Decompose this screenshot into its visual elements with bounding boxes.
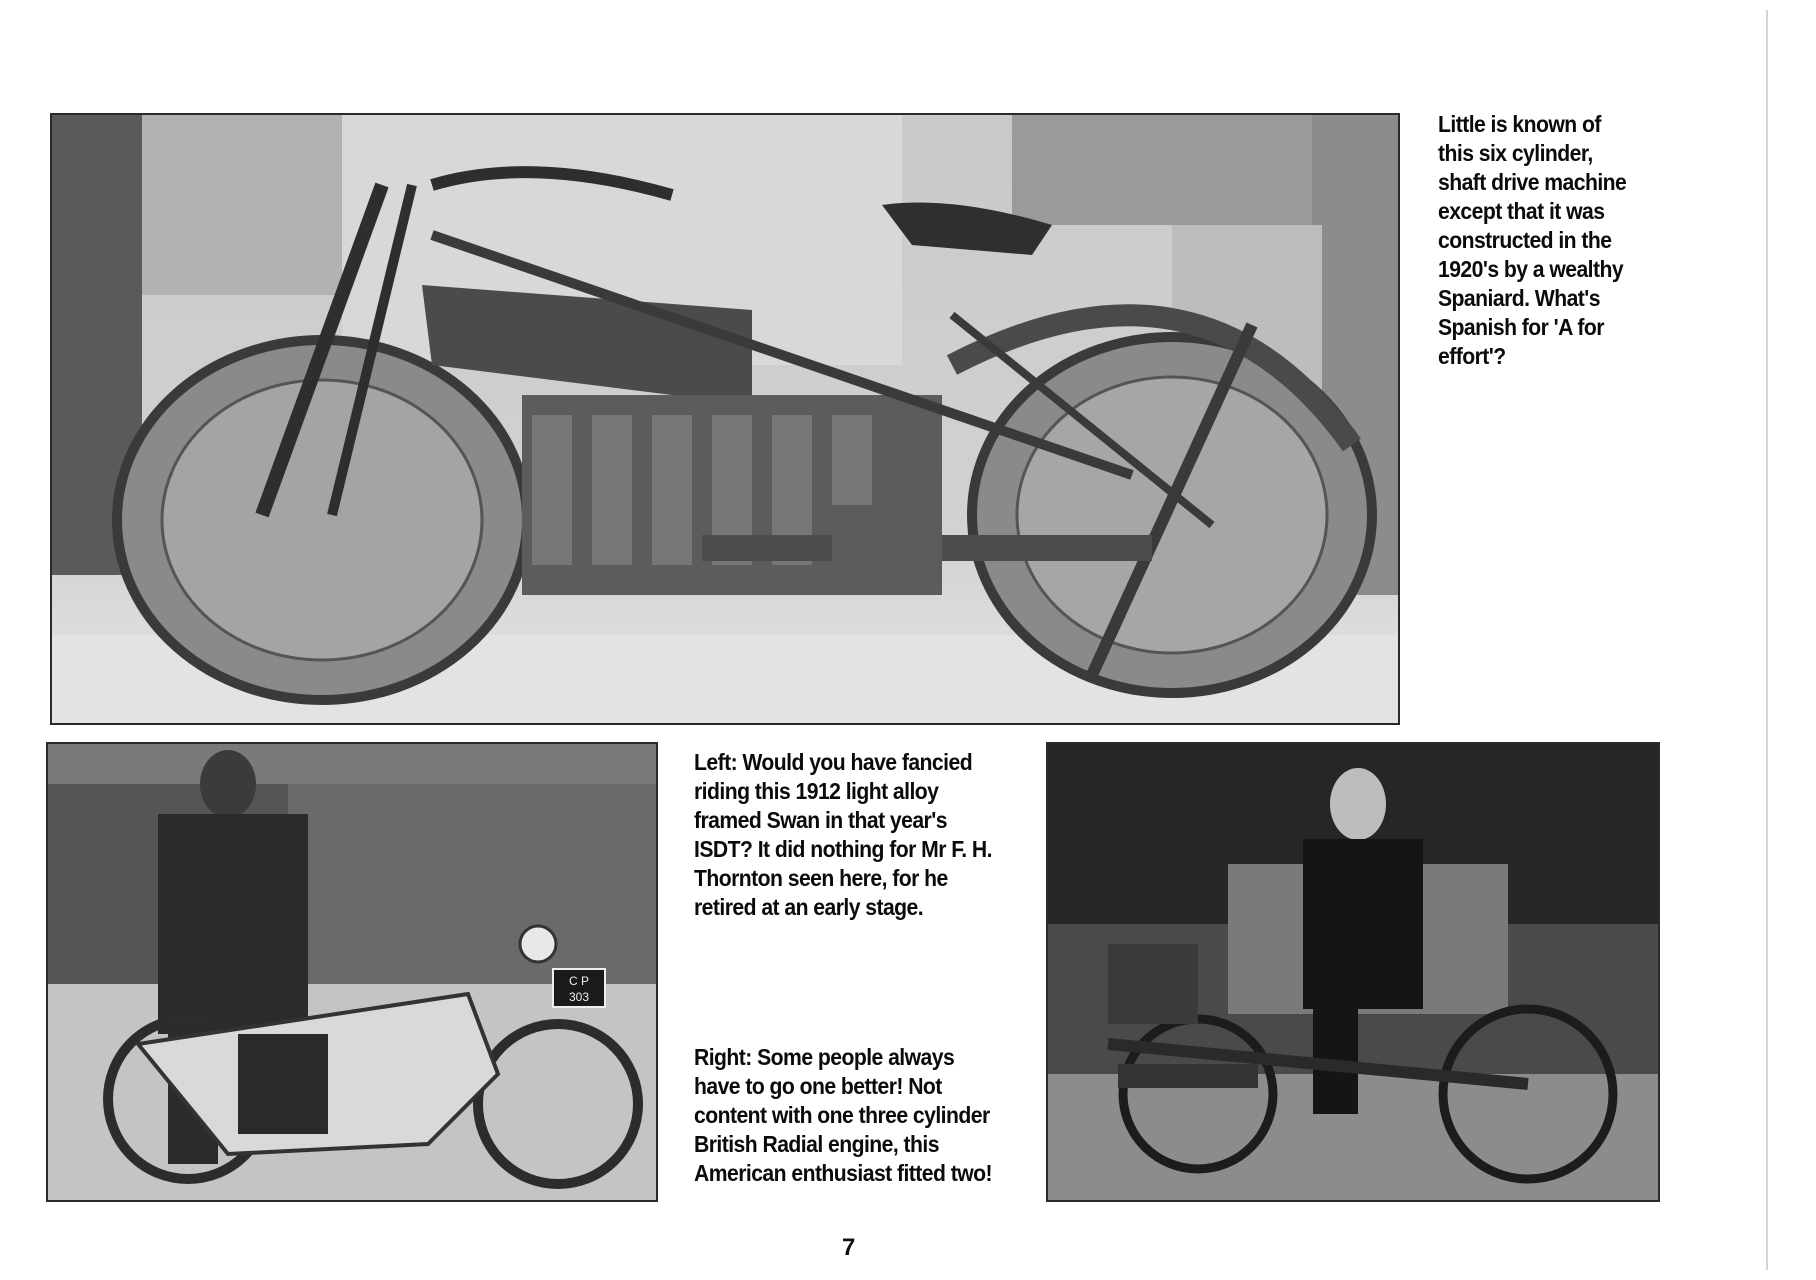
six-cylinder-motorcycle-photo (50, 113, 1400, 725)
swan-motorcycle-photo (46, 742, 658, 1202)
twin-radial-motorcycle-photo (1046, 742, 1660, 1202)
caption-swan: Left: Would you have fancied riding this 1912 light alloy framed Swan in that year's ISDT? It did nothing for Mr F. H. Thornton seen here, for he retired at an early stage. (694, 749, 992, 920)
caption-six-cylinder: Little is known of this six cylinder, shaft drive machine except that it was constructed in the 1920's by a wealthy Spaniard. What's Spanish for 'A for effort'? (1438, 111, 1627, 369)
swan-plate-line1: C P (568, 974, 590, 988)
swan-plate-line2: 303 (568, 990, 590, 1004)
page-number: 7 (842, 1234, 856, 1261)
page-edge-shadow (1766, 10, 1768, 1270)
caption-twin-radial: Right: Some people always have to go one better! Not content with one three cylinder British Radial engine, this American enthusiast fitted two! (694, 1044, 992, 1186)
